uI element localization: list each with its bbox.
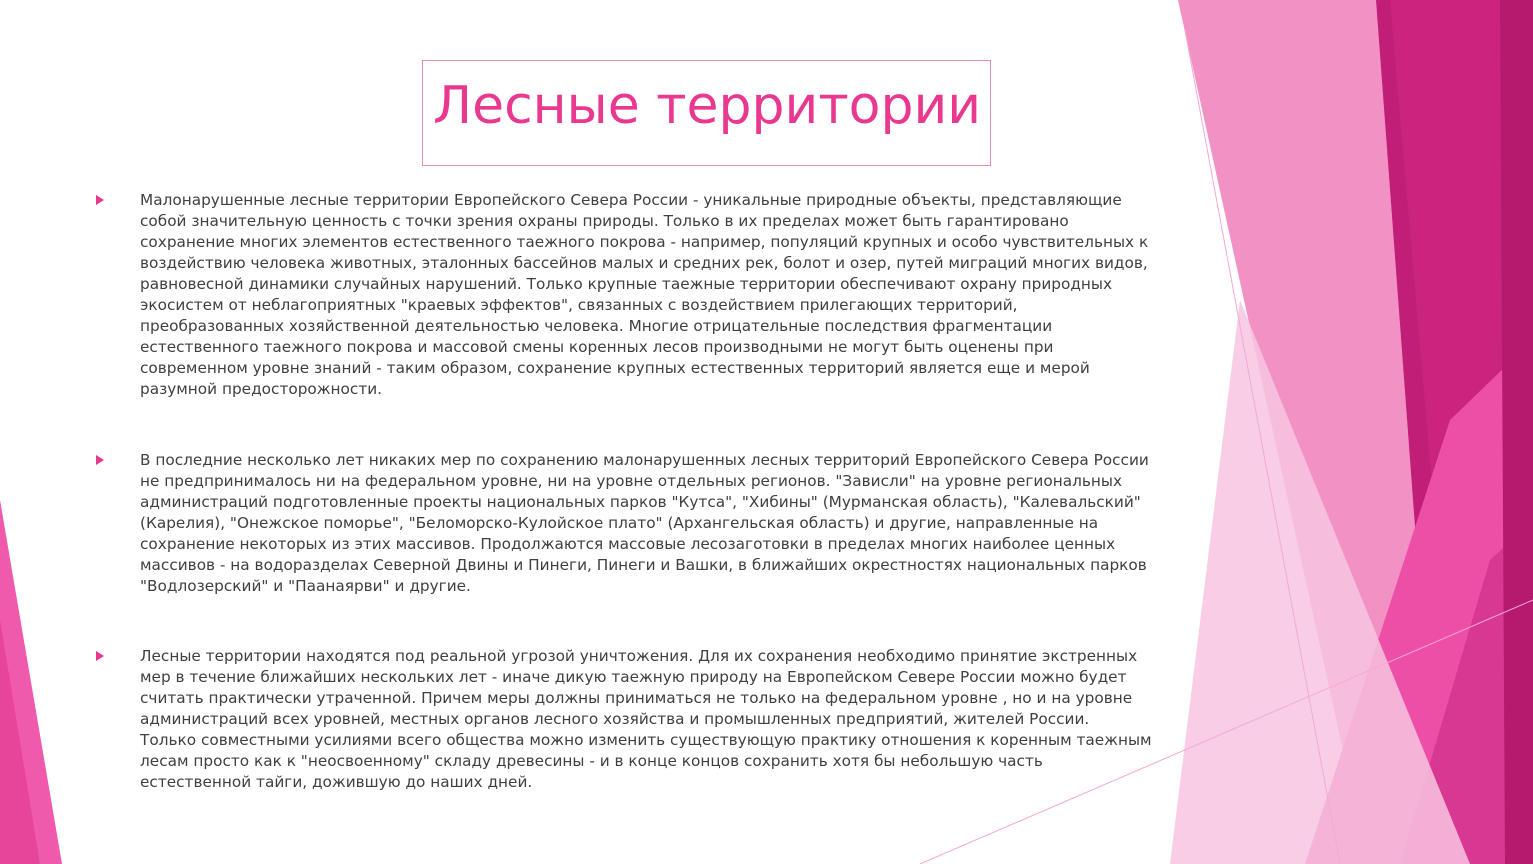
paragraph-text: [140, 450, 1149, 597]
text-line: Малонарушенные лесные территории Европейского Севера России - уникальные природные объекты, представляющие: [140, 191, 1122, 209]
text-line: не предпринималось ни на федеральном уровне, ни на уровне отдельных регионов. "Зависли" на уровне региональных: [140, 472, 1123, 490]
text-line: равновесной динамики случайных нарушений. Только крупные таежные территории обеспечивают охрану природных: [140, 275, 1113, 293]
text-line: разумной предосторожности.: [140, 380, 383, 398]
text-line: Лесные территории находятся под реальной угрозой уничтожения. Для их сохранения необходимо принятие экстренных: [140, 647, 1138, 665]
text-line: В последние несколько лет никаких мер по сохранению малонарушенных лесных территорий Европейского Севера России: [140, 451, 1149, 469]
text-line: естественной тайги, дожившую до наших дней.: [140, 773, 533, 791]
paragraph-text: [140, 190, 1148, 400]
text-line: воздействию человека животных, эталонных бассейнов малых и средних рек, болот и озер, путей миграций многих видов,: [140, 254, 1148, 272]
text-line: мер в течение ближайших нескольких лет - иначе дикую таежную природу на Европейском Севере России можно будет: [140, 668, 1127, 686]
text-line: современном уровне знаний - таким образом, сохранение крупных естественных территорий является еще и мерой: [140, 359, 1090, 377]
triangle-bullet-icon: [96, 455, 104, 465]
text-line: сохранение многих элементов естественного таежного покрова - например, популяций крупных и особо чувствительных к: [140, 233, 1149, 251]
text-line: преобразованных хозяйственной деятельностью человека. Многие отрицательные последствия фрагментации: [140, 317, 1053, 335]
text-line: естественного таежного покрова и массовой смены коренных лесов производными не могут быть оценены при: [140, 338, 1054, 356]
text-line: сохранение некоторых из этих массивов. Продолжаются массовые лесозаготовки в пределах многих наиболее ценных: [140, 535, 1116, 553]
text-line: собой значительную ценность с точки зрения охраны природы. Только в их пределах может быть гарантировано: [140, 212, 1069, 230]
text-line: (Карелия), "Онежское поморье", "Беломорско-Кулойское плато" (Архангельская область) и другие, направленные на: [140, 514, 1099, 532]
paragraph-text: [140, 646, 1152, 793]
text-line: администраций подготовленные проекты национальных парков "Кутса", "Хибины" (Мурманская область), "Калевальский": [140, 493, 1141, 511]
text-line: массивов - на водоразделах Северной Двины и Пинеги, Пинеги и Вашки, в ближайших окрестностях национальных парков: [140, 556, 1147, 574]
title-placeholder: [422, 60, 991, 166]
text-line: лесам просто как к "неосвоенному" складу древесины - и в конце концов сохранить хотя бы небольшую часть: [140, 752, 1043, 770]
triangle-bullet-icon: [96, 651, 104, 661]
text-line: администраций всех уровней, местных органов лесного хозяйства и промышленных предприятий, жителей России.: [140, 710, 1090, 728]
text-line: считать практически утраченной. Причем меры должны приниматься не только на федеральном уровне , но и на уровне: [140, 689, 1133, 707]
slide-title: Лесные территории: [433, 76, 982, 136]
text-line: экосистем от неблагоприятных "краевых эффектов", связанных с воздействием прилегающих территорий,: [140, 296, 1018, 314]
text-line: Только совместными усилиями всего общества можно изменить существующую практику отношения к коренным таежным: [140, 731, 1152, 749]
text-line: "Водлозерский" и "Паанаярви" и другие.: [140, 577, 471, 595]
triangle-bullet-icon: [96, 195, 104, 205]
